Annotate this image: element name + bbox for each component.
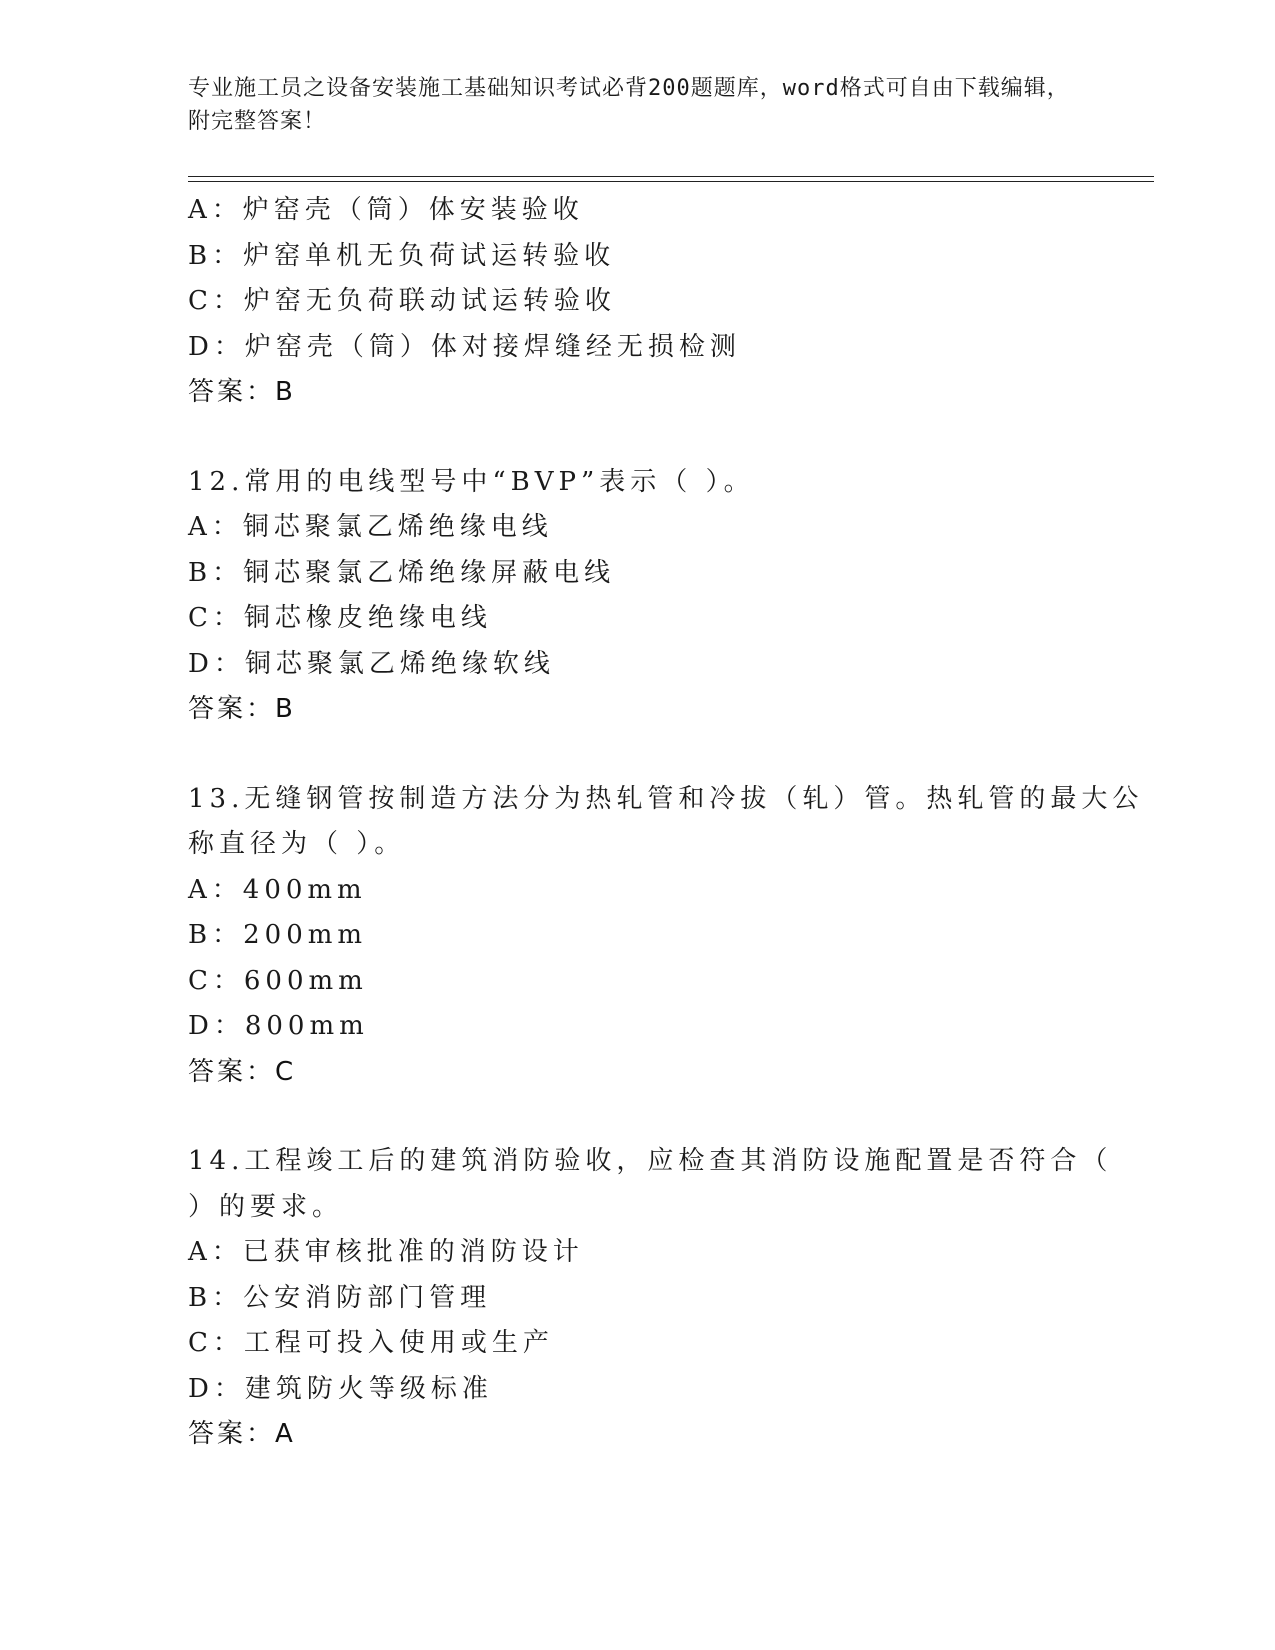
option-d: D：800mm [188,1011,369,1041]
option-a: A：已获审核批准的消防设计 [188,1237,584,1267]
option-c: C：炉窑无负荷联动试运转验收 [188,286,616,316]
option-c: C：600mm [188,965,368,996]
answer-line: 答案：B [188,377,296,407]
option-a: A：炉窑壳（筒）体安装验收 [188,195,584,225]
answer-line: 答案：A [188,1419,296,1449]
question-11-continued [188,188,1088,416]
option-d: D：铜芯聚氯乙烯绝缘软线 [188,648,555,679]
answer-line: 答案：C [188,1056,297,1087]
option-b: B：公安消防部门管理 [188,1282,492,1313]
question-stem: 14.工程竣工后的建筑消防验收，应检查其消防设施配置是否符合（ [188,1146,1113,1176]
question-12 [188,460,1088,733]
option-c: C：工程可投入使用或生产 [188,1328,554,1358]
option-a: A：铜芯聚氯乙烯绝缘电线 [188,512,553,542]
question-list [188,188,1144,1458]
question-14 [188,1139,1113,1458]
header-rule-bottom [188,181,1154,182]
question-stem: 13.无缝钢管按制造方法分为热轧管和冷拔（轧）管。热轧管的最大公 [188,783,1144,814]
document-header [188,72,1088,138]
option-b: B：200mm [188,920,368,950]
answer-line: 答案：B [188,694,296,724]
option-a: A：400mm [188,874,367,905]
option-d: D：炉窑壳（筒）体对接焊缝经无损检测 [188,331,741,362]
header-rule-top [188,176,1154,177]
option-d: D：建筑防火等级标准 [188,1373,493,1404]
question-stem: 12.常用的电线型号中“BVP”表示（ ）。 [188,466,755,497]
question-13 [188,777,1144,1096]
option-c: C：铜芯橡皮绝缘电线 [188,603,492,633]
document-title: 专业施工员之设备安装施工基础知识考试必背200题题库，word格式可自由下载编辑，附完整答案！ [188,76,1070,134]
question-stem-continued: ）的要求。 [188,1191,344,1222]
option-b: B：铜芯聚氯乙烯绝缘屏蔽电线 [188,557,616,588]
option-b: B：炉窑单机无负荷试运转验收 [188,240,616,271]
question-stem-continued: 称直径为（ ）。 [188,829,406,859]
